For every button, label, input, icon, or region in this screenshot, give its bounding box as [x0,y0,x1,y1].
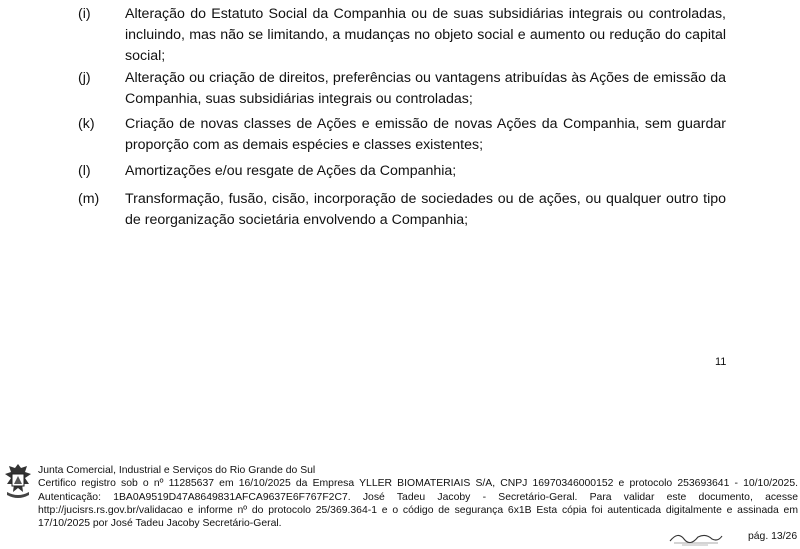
page-number: 11 [715,356,727,368]
clause-text: Criação de novas classes de Ações e emissão de novas Ações da Companhia, sem guardar proporção com as demais espécies e classes existentes; [125,116,726,153]
clause-key: (l) [78,163,91,179]
signature-icon [668,527,724,547]
certificate-text: Certifico registro sob o nº 11285637 em 16/10/2025 da Empresa YLLER BIOMATERIAIS S/A, CNPJ 16970346000152 e protocolo 253693641 - 10/10/2025. Autenticação: 1BA0A9519D47A8649831AFCA9637E6F767F2C7. José Tadeu Jacoby - Secretário-Geral. Para validar este documento, acesse http://jucisrs.rs.gov.br/validacao e informe nº do protocolo 25/369.364-1 e o código de segurança 6x1B Esta cópia foi autenticada digitalmente e assinada em 17/10/2025 por José Tadeu Jacoby Secretário-Geral. [38,478,798,530]
page-label: pág. 13/26 [748,531,798,542]
state-coat-of-arms-icon [3,462,33,502]
clause-text: Alteração do Estatuto Social da Companhia ou de suas subsidiárias integrais ou controladas, incluindo, mas não se limitando, a mudanças no objeto social e aumento ou redução do capital social; [125,6,726,64]
clause-key: (k) [78,116,95,132]
clause-key: (j) [78,70,91,86]
clause-key: (i) [78,6,91,22]
clause-text: Amortizações e/ou resgate de Ações da Companhia; [125,163,457,179]
clause-text: Alteração ou criação de direitos, preferências ou vantagens atribuídas às Ações de emissão da Companhia, suas subsidiárias integrais ou controladas; [125,70,726,107]
registry-footer [38,464,798,530]
clause-key: (m) [78,191,100,207]
clause-text: Transformação, fusão, cisão, incorporação de sociedades ou de ações, ou qualquer outro tipo de reorganização societária envolvendo a Companhia; [125,191,726,228]
institution-name: Junta Comercial, Industrial e Serviços do Rio Grande do Sul [38,465,316,476]
